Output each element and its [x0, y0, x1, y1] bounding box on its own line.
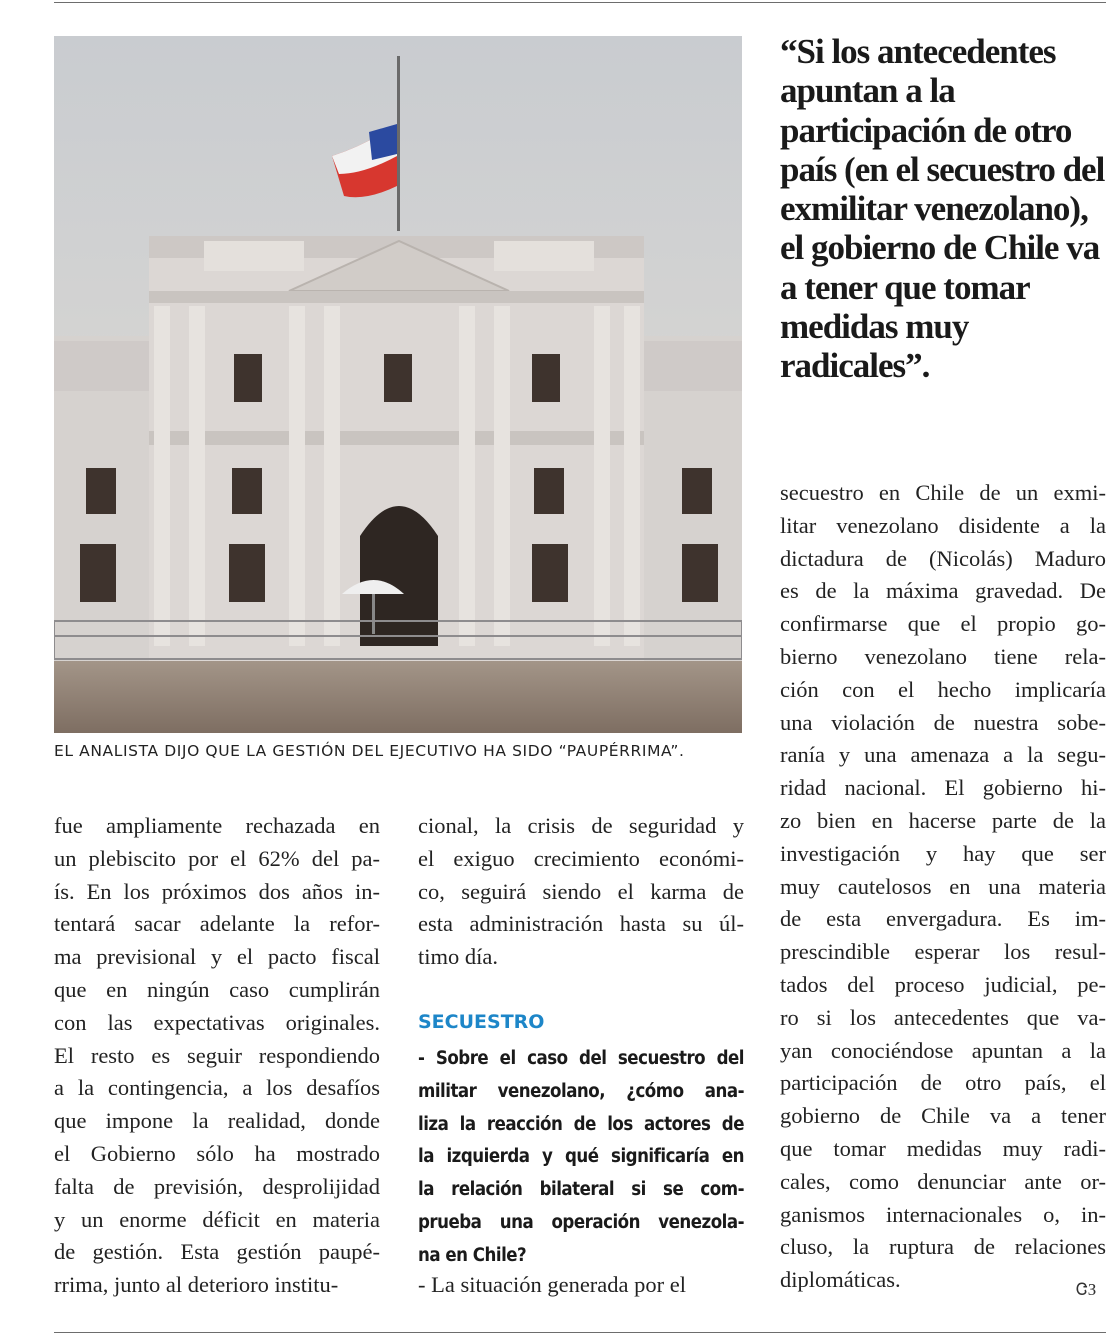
- text-line: liza la reacción de los actores de: [418, 1113, 744, 1135]
- la-moneda-photo: [54, 36, 742, 733]
- text-line: diplomáticas.: [780, 1267, 901, 1293]
- text-line: participación de otro país, el: [780, 1070, 1106, 1096]
- text-line: ís. En los próximos dos años in-: [54, 878, 380, 904]
- end-of-article-icon: ᏣЗ: [1076, 1280, 1097, 1299]
- text-line: ranía y una amenaza a la segu-: [780, 742, 1106, 768]
- interview-question: [418, 1043, 744, 1273]
- text-line: - Sobre el caso del secuestro del: [418, 1048, 744, 1069]
- text-line: la izquierda y qué significaría en: [418, 1146, 744, 1168]
- body-column-2: [418, 810, 744, 974]
- text-line: ción con el hecho implicaría: [780, 676, 1106, 702]
- pull-quote: “Si los antecedentes apuntan a la participación de otro país (en el secuestro del exmilitar venezolano), el gobierno de Chile va a tener que tomar medidas muy radicales”.: [780, 32, 1105, 386]
- text-line: gobierno de Chile va a tener: [780, 1103, 1106, 1129]
- text-line: bierno venezolano tiene rela-: [780, 643, 1106, 669]
- text-line: ro si los antecedentes que va-: [780, 1004, 1106, 1030]
- text-line: muy cautelosos en una materia: [780, 873, 1106, 899]
- text-line: cales, como denunciar ante or-: [780, 1168, 1106, 1194]
- text-line: zo bien en hacerse parte de la: [780, 807, 1106, 833]
- text-line: falta de previsión, desprolijidad: [54, 1173, 380, 1199]
- answer-start: - La situación generada por el: [418, 1272, 687, 1297]
- text-line: co, seguirá siendo el karma de: [418, 878, 744, 904]
- top-rule: [54, 2, 1106, 3]
- text-line: dictadura de (Nicolás) Maduro: [780, 545, 1106, 571]
- text-line: el Gobierno sólo ha mostrado: [54, 1140, 380, 1166]
- text-line: na en Chile?: [418, 1244, 527, 1266]
- text-line: confirmarse que el propio go-: [780, 611, 1106, 637]
- text-line: que impone la realidad, donde: [54, 1108, 380, 1134]
- photo-caption: EL ANALISTA DIJO QUE LA GESTIÓN DEL EJECUTIVO HA SIDO “PAUPÉRRIMA”.: [54, 742, 685, 760]
- text-line: tentará sacar adelante la refor-: [54, 911, 380, 937]
- text-line: rrima, junto al deterioro institu-: [54, 1272, 339, 1298]
- body-column-3: [780, 477, 1106, 1297]
- text-line: que en ningún caso cumplirán: [54, 976, 380, 1002]
- text-line: yan conociéndose apuntan a la: [780, 1037, 1106, 1063]
- text-line: es de la máxima gravedad. De: [780, 578, 1106, 604]
- text-line: y un enorme déficit en materia: [54, 1206, 380, 1232]
- text-line: una violación de nuestra sobe-: [780, 709, 1106, 735]
- text-line: timo día.: [418, 944, 498, 970]
- bottom-rule: [54, 1332, 1106, 1333]
- text-line: un plebiscito por el 62% del pa-: [54, 845, 380, 871]
- body-column-1: [54, 810, 380, 1302]
- text-line: cluso, la ruptura de relaciones: [780, 1234, 1106, 1260]
- text-line: ridad nacional. El gobierno hi-: [780, 775, 1106, 801]
- text-line: esta administración hasta su úl-: [418, 911, 744, 937]
- text-line: el exiguo crecimiento económi-: [418, 845, 744, 871]
- text-line: prueba una operación venezola-: [418, 1211, 744, 1233]
- text-line: litar venezolano disidente a la: [780, 512, 1106, 538]
- text-line: la relación bilateral si se com-: [418, 1179, 744, 1201]
- text-line: cional, la crisis de seguridad y: [418, 813, 744, 838]
- text-line: tados del proceso judicial, pe-: [780, 971, 1106, 997]
- text-line: El resto es seguir respondiendo: [54, 1042, 380, 1068]
- text-line: militar venezolano, ¿cómo ana-: [418, 1080, 744, 1102]
- text-line: de esta envergadura. Es im-: [780, 906, 1106, 932]
- palace-image: [54, 36, 742, 733]
- section-heading: SECUESTRO: [418, 1011, 545, 1033]
- text-line: que tomar medidas muy radi-: [780, 1135, 1106, 1161]
- text-line: con las expectativas originales.: [54, 1009, 380, 1035]
- text-line: ma previsional y el pacto fiscal: [54, 944, 380, 970]
- text-line: ganismos internacionales o, in-: [780, 1201, 1106, 1227]
- text-line: fue ampliamente rechazada en: [54, 813, 380, 838]
- text-line: secuestro en Chile de un exmi-: [780, 480, 1106, 505]
- text-line: de gestión. Esta gestión paupé-: [54, 1239, 380, 1265]
- text-line: a la contingencia, a los desafíos: [54, 1075, 380, 1101]
- text-line: investigación y hay que ser: [780, 840, 1106, 866]
- text-line: prescindible esperar los resul-: [780, 939, 1106, 965]
